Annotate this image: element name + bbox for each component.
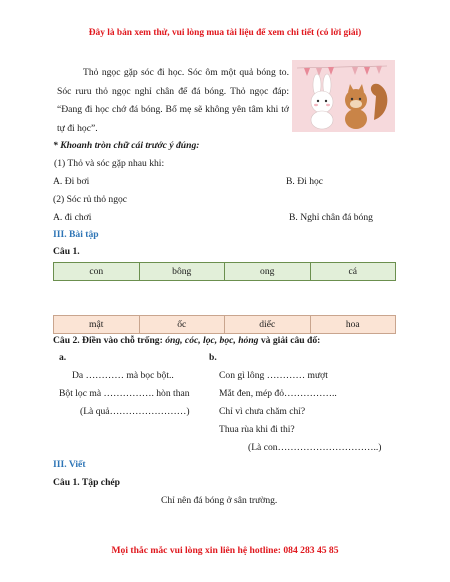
- word-table-2: [53, 315, 396, 334]
- word-table-1: [53, 262, 396, 281]
- question-1: (1) Thỏ và sóc gặp nhau khi:: [54, 158, 165, 169]
- riddle-b-line-4: Thua rùa khi đi thi?: [219, 424, 295, 435]
- table-cell: ong: [225, 263, 311, 281]
- riddle-b-line-2: Mắt đen, mép đỏ……………..: [219, 388, 337, 399]
- header-notice: Đây là bản xem thử, vui lòng mua tài liệu để xem chi tiết (có lời giải): [88, 28, 362, 38]
- tap-chep-title: Câu 1. Tập chép: [53, 477, 120, 488]
- section-heading-bai-tap: III. Bài tập: [53, 229, 99, 240]
- riddle-a-line-1: Da ………… mà bọc bột..: [72, 370, 174, 381]
- cau-2-title: Câu 2. Điền vào chỗ trống: óng, cóc, lọc, bọc, hỏng và giải câu đố:: [53, 335, 321, 346]
- table-cell: mật: [54, 316, 140, 334]
- q2-option-a: A. đi chơi: [53, 212, 92, 223]
- exercise-instruction: * Khoanh tròn chữ cái trước ý đúng:: [53, 140, 200, 151]
- rabbit-and-squirrel-illustration: [292, 60, 395, 132]
- cau-1-title: Câu 1.: [53, 246, 80, 257]
- tap-chep-text: Chỉ nên đá bóng ở sân trường.: [161, 495, 278, 506]
- section-heading-viet: III. Viết: [53, 459, 86, 470]
- table-cell: hoa: [310, 316, 396, 334]
- riddle-a-label: a.: [59, 352, 67, 363]
- riddle-b-label: b.: [209, 352, 217, 363]
- q1-option-a: A. Đi bơi: [53, 176, 90, 187]
- riddle-a-line-2: Bột lọc mà ……………. hòn than: [59, 388, 190, 399]
- riddle-b-line-5: (Là con…………………………..): [248, 442, 382, 453]
- riddle-b-line-1: Con gì lông ………… mượt: [219, 370, 328, 381]
- table-cell: cá: [310, 263, 396, 281]
- riddle-a-line-3: (Là quả……………………): [80, 406, 190, 417]
- footer-notice: Mọi thắc mắc vui lòng xin liên hệ hotline: 084 283 45 85: [111, 545, 339, 556]
- question-2: (2) Sóc rủ thỏ ngọc: [53, 194, 128, 205]
- table-cell: diếc: [225, 316, 311, 334]
- q1-option-b: B. Đi học: [286, 176, 324, 187]
- passage: Thỏ ngọc gặp sóc đi học. Sóc ôm một quả bóng to. Sóc ruru thỏ ngọc nghỉ chân để đá bóng. Thỏ ngọc đáp: “Đang đi học chớ đá bóng. Bố mẹ sẽ không yên tâm khi tớ tự đi học”.: [57, 67, 289, 134]
- riddle-b-line-3: Chỉ vì chưa chăm chỉ?: [219, 406, 306, 417]
- table-cell: ốc: [139, 316, 225, 334]
- table-cell: con: [54, 263, 140, 281]
- table-cell: bông: [139, 263, 225, 281]
- q2-option-b: B. Nghỉ chân đá bóng: [289, 212, 373, 223]
